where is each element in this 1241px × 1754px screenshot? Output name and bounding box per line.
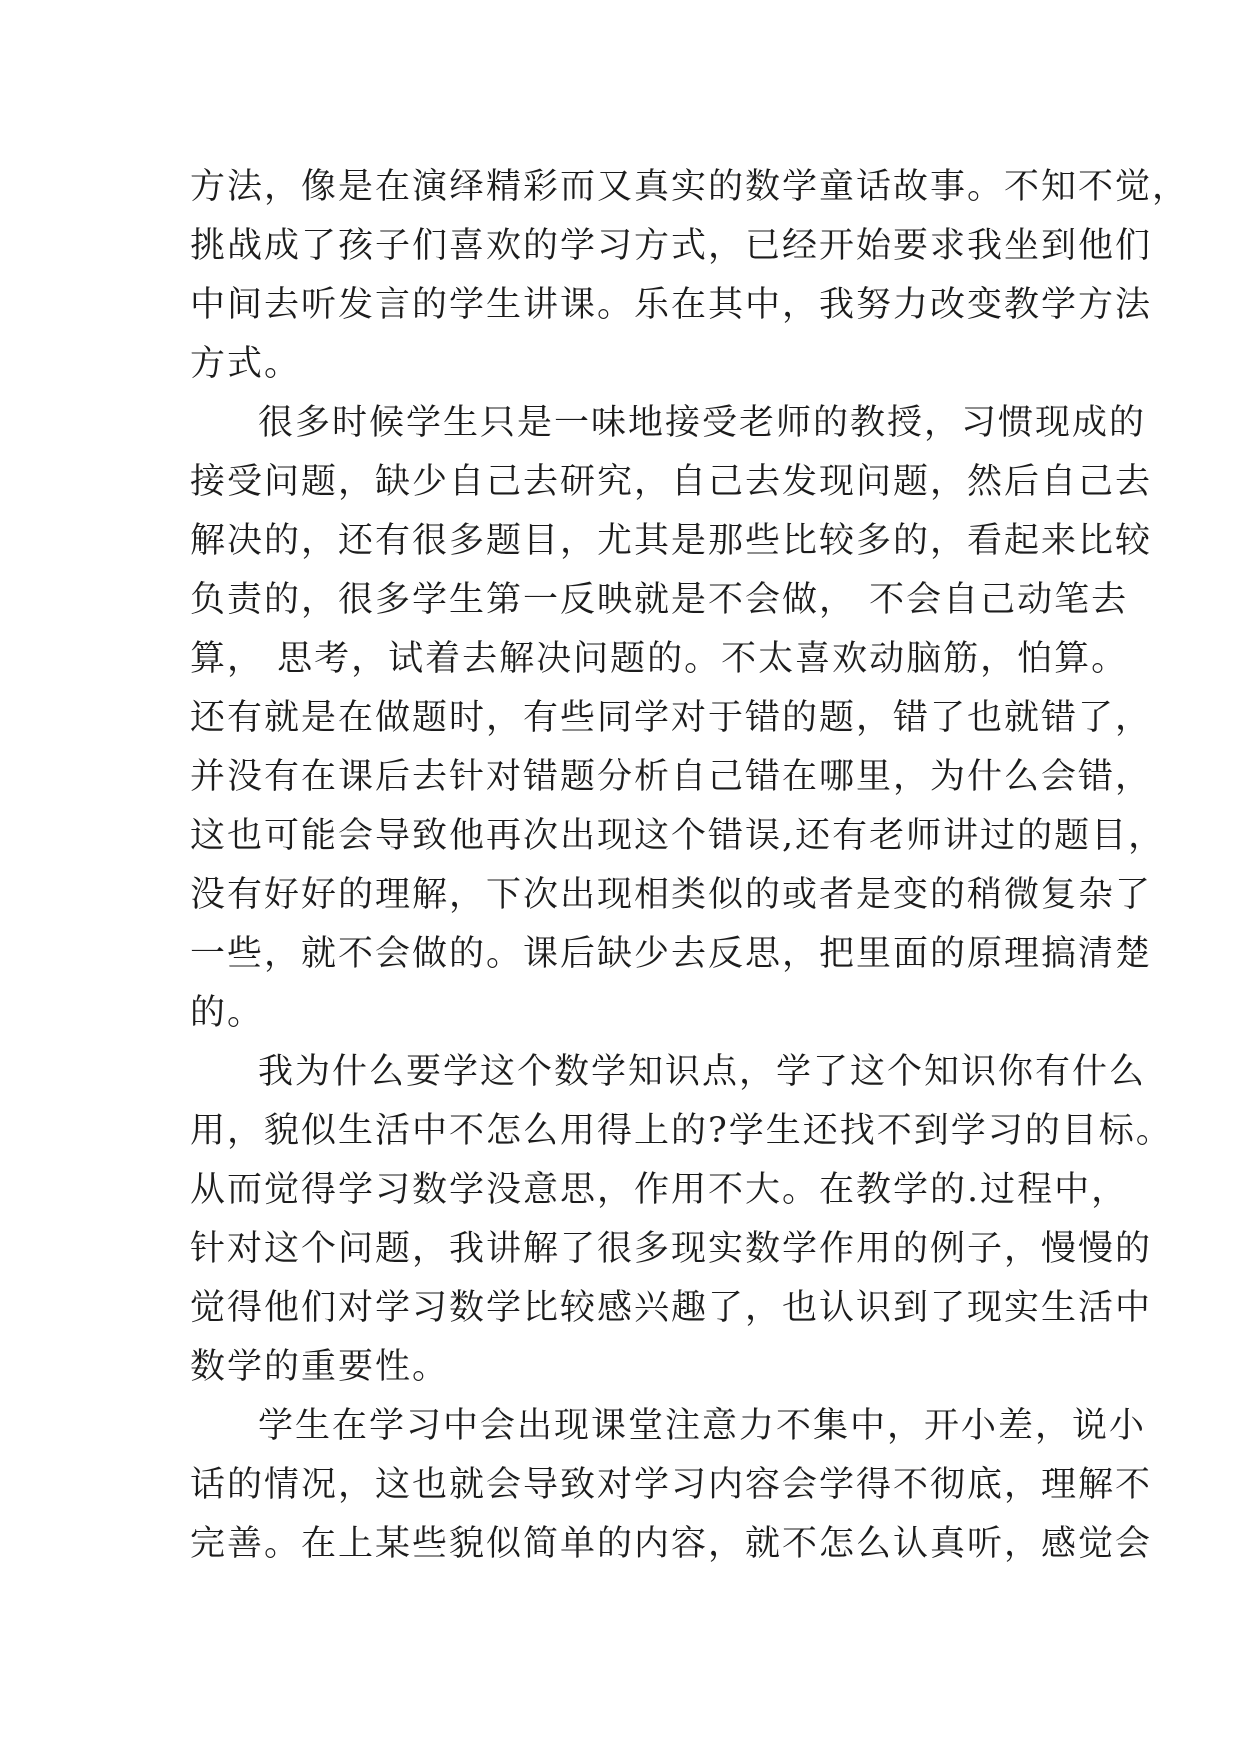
text-line: 接受问题，缺少自己去研究，自己去发现问题，然后自己去 (190, 462, 1153, 502)
text-line: 方式。 (190, 344, 302, 384)
text-line: 没有好好的理解，下次出现相类似的或者是变的稍微复杂了 (190, 875, 1153, 915)
text-line: 针对这个问题，我讲解了很多现实数学作用的例子，慢慢的 (190, 1229, 1153, 1269)
text-line: 方法，像是在演绎精彩而又真实的数学童话故事。不知不觉， (190, 167, 1190, 207)
text-line: 中间去听发言的学生讲课。乐在其中，我努力改变教学方法 (190, 285, 1153, 325)
text-line: 学生在学习中会出现课堂注意力不集中，开小差，说小 (258, 1406, 1147, 1446)
text-line: 从而觉得学习数学没意思，作用不大。在教学的.过程中， (190, 1170, 1129, 1210)
text-line: 数学的重要性。 (190, 1347, 450, 1387)
text-line: 解决的，还有很多题目，尤其是那些比较多的，看起来比较 (190, 521, 1153, 561)
text-line: 算， 思考，试着去解决问题的。不太喜欢动脑筋，怕算。 (190, 639, 1129, 679)
text-line: 一些，就不会做的。课后缺少去反思，把里面的原理搞清楚 (190, 934, 1153, 974)
text-line: 觉得他们对学习数学比较感兴趣了，也认识到了现实生活中 (190, 1288, 1153, 1328)
text-line: 用，貌似生活中不怎么用得上的?学生还找不到学习的目标。 (190, 1111, 1173, 1151)
text-line: 完善。在上某些貌似简单的内容，就不怎么认真听，感觉会 (190, 1524, 1153, 1564)
text-line: 挑战成了孩子们喜欢的学习方式，已经开始要求我坐到他们 (190, 226, 1153, 266)
text-line: 并没有在课后去针对错题分析自己错在哪里，为什么会错， (190, 757, 1153, 797)
text-line: 的。 (190, 993, 265, 1033)
paragraph-2 (190, 394, 1166, 1043)
text-line: 我为什么要学这个数学知识点，学了这个知识你有什么 (258, 1052, 1147, 1092)
document-body (190, 158, 1190, 1574)
paragraph-3 (190, 1043, 1173, 1397)
text-line: 负责的，很多学生第一反映就是不会做， 不会自己动笔去 (190, 580, 1129, 620)
paragraph-4 (190, 1397, 1153, 1574)
text-line: 这也可能会导致他再次出现这个错误,还有老师讲过的题目， (190, 816, 1166, 856)
text-line: 还有就是在做题时，有些同学对于错的题，错了也就错了， (190, 698, 1153, 738)
text-line: 很多时候学生只是一味地接受老师的教授，习惯现成的 (258, 403, 1147, 443)
text-line: 话的情况，这也就会导致对学习内容会学得不彻底，理解不 (190, 1465, 1153, 1505)
paragraph-1 (190, 158, 1190, 394)
